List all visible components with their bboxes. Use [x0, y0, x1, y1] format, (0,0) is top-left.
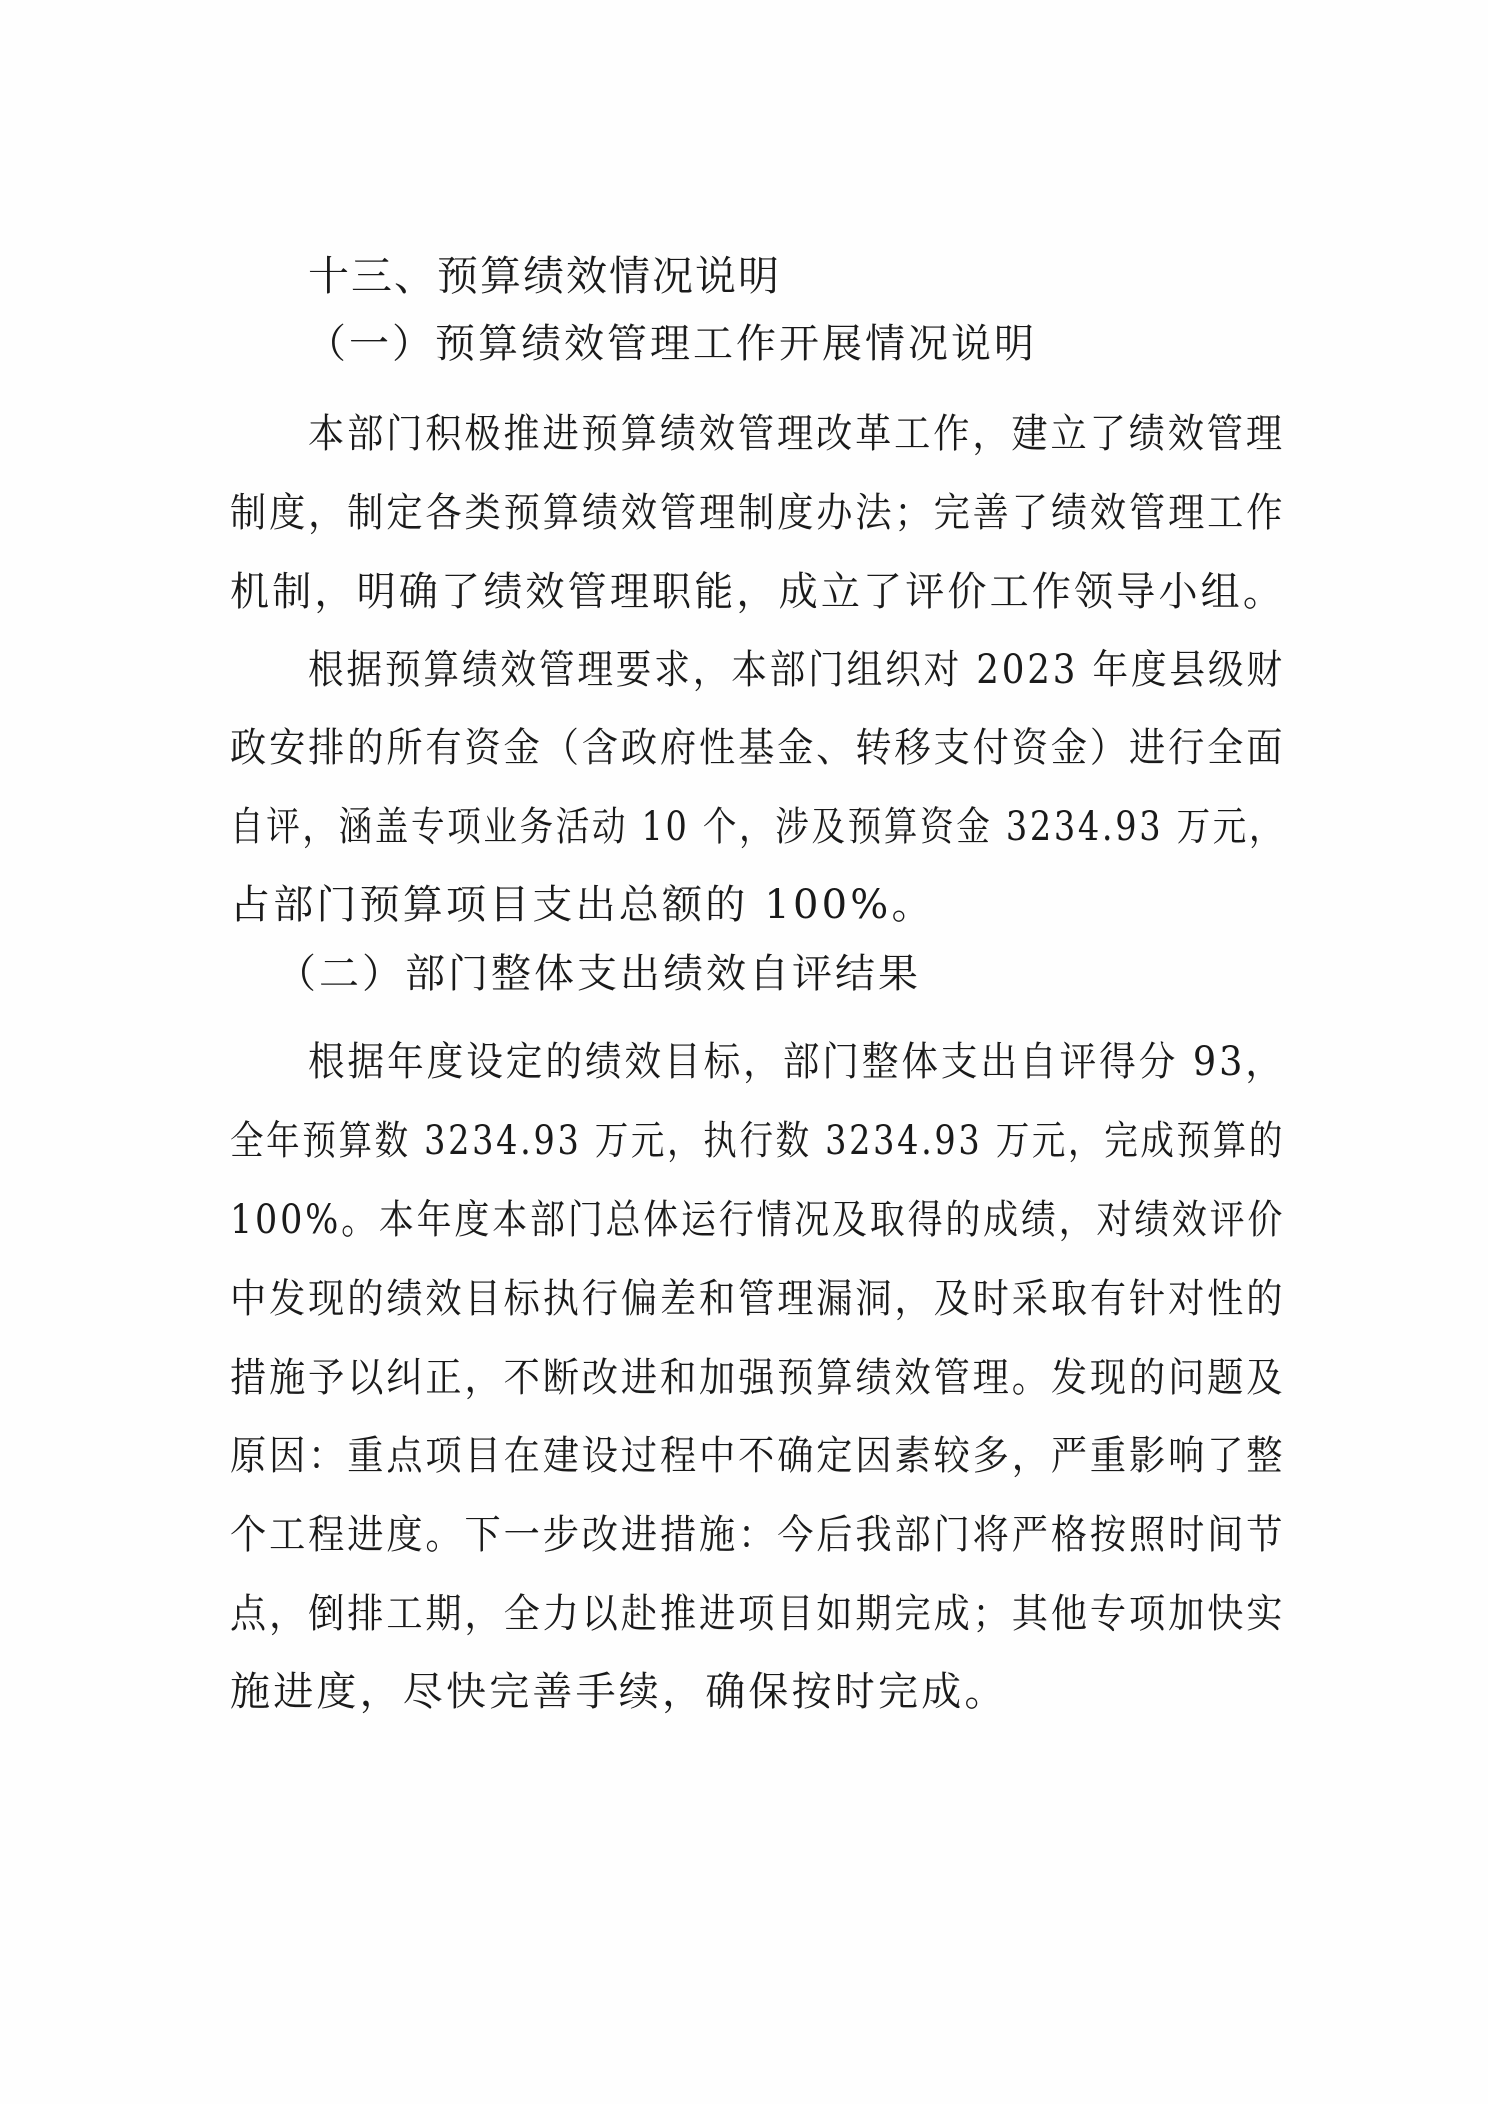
paragraph-3-line: 点，倒排工期，全力以赴推进项目如期完成；其他专项加快实 [230, 1591, 1286, 1637]
section-title: 十三、预算绩效情况说明 [308, 252, 781, 300]
subsection-2-title: （二）部门整体支出绩效自评结果 [276, 951, 921, 997]
paragraph-3-line: 中发现的绩效目标执行偏差和管理漏洞，及时采取有针对性的 [230, 1276, 1286, 1322]
paragraph-3-line: 100%。本年度本部门总体运行情况及取得的成绩，对绩效评价 [230, 1197, 1286, 1243]
paragraph-3-line: 措施予以纠正，不断改进和加强预算绩效管理。发现的问题及 [230, 1355, 1286, 1401]
paragraph-2-line: 政安排的所有资金（含政府性基金、转移支付资金）进行全面 [230, 725, 1286, 771]
paragraph-3-line: 全年预算数 3234.93 万元，执行数 3234.93 万元，完成预算的 [230, 1118, 1286, 1164]
paragraph-3-line: 施进度，尽快完善手续，确保按时完成。 [230, 1669, 1008, 1715]
paragraph-1-line: 本部门积极推进预算绩效管理改革工作，建立了绩效管理 [308, 411, 1285, 457]
paragraph-1-line: 制度，制定各类预算绩效管理制度办法；完善了绩效管理工作 [230, 490, 1286, 536]
subsection-1-title: （一）预算绩效管理工作开展情况说明 [306, 321, 1037, 367]
paragraph-1-line: 机制，明确了绩效管理职能，成立了评价工作领导小组。 [230, 569, 1286, 615]
paragraph-3-line: 个工程进度。下一步改进措施：今后我部门将严格按照时间节 [230, 1512, 1286, 1558]
paragraph-3-line: 原因：重点项目在建设过程中不确定因素较多，严重影响了整 [230, 1433, 1286, 1479]
paragraph-2-line: 占部门预算项目支出总额的 100%。 [230, 882, 935, 928]
paragraph-3-line: 根据年度设定的绩效目标，部门整体支出自评得分 93， [308, 1039, 1285, 1085]
paragraph-2-line: 自评，涵盖专项业务活动 10 个，涉及预算资金 3234.93 万元， [230, 804, 1286, 850]
paragraph-2-line: 根据预算绩效管理要求，本部门组织对 2023 年度县级财 [308, 647, 1285, 693]
